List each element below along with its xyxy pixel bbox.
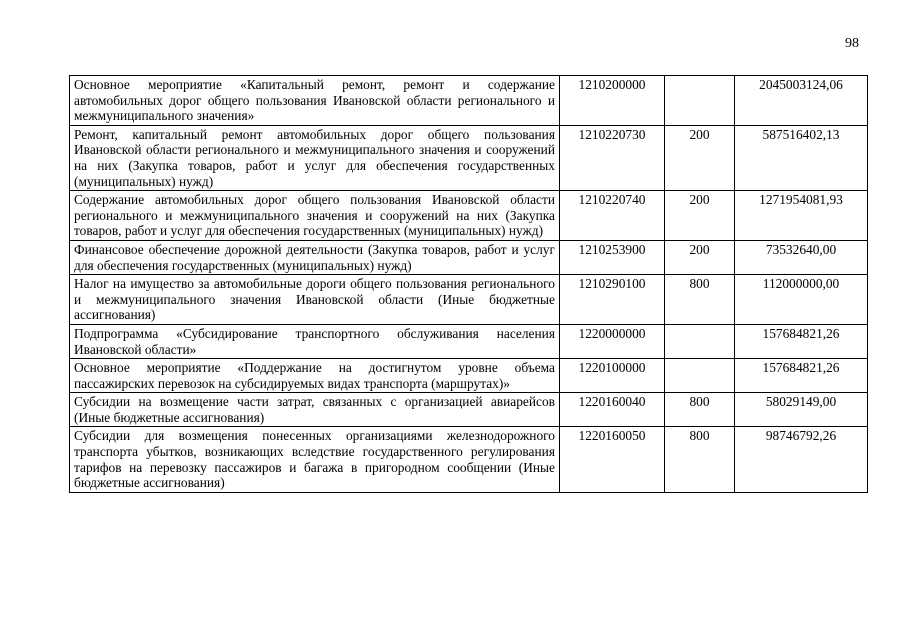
row-amount: 157684821,26	[735, 359, 868, 393]
table-row	[70, 427, 868, 492]
row-amount: 157684821,26	[735, 324, 868, 358]
row-description: Субсидии на возмещение части затрат, связанных с организацией авиарейсов (Иные бюджетные ассигнования)	[70, 393, 560, 427]
row-code: 1220100000	[560, 359, 665, 393]
row-amount: 58029149,00	[735, 393, 868, 427]
row-code: 1220160050	[560, 427, 665, 492]
row-description: Содержание автомобильных дорог общего пользования Ивановской области регионального и межмуниципального значения и сооружений на них (Закупка товаров, работ и услуг для обеспечения государственных (муниципальных) нужд)	[70, 191, 560, 241]
row-code: 1210220740	[560, 191, 665, 241]
row-code: 1220160040	[560, 393, 665, 427]
row-amount: 98746792,26	[735, 427, 868, 492]
row-expense-type	[665, 359, 735, 393]
row-expense-type: 800	[665, 275, 735, 325]
table-row	[70, 76, 868, 126]
row-code: 1210290100	[560, 275, 665, 325]
table-row	[70, 359, 868, 393]
row-code: 1210253900	[560, 240, 665, 274]
row-expense-type: 800	[665, 427, 735, 492]
row-expense-type: 200	[665, 125, 735, 190]
row-expense-type: 800	[665, 393, 735, 427]
row-amount: 2045003124,06	[735, 76, 868, 126]
page-number: 98	[845, 36, 859, 51]
row-description: Финансовое обеспечение дорожной деятельности (Закупка товаров, работ и услуг для обеспечения государственных (муниципальных) нужд)	[70, 240, 560, 274]
row-description: Основное мероприятие «Капитальный ремонт, ремонт и содержание автомобильных дорог общего пользования Ивановской области регионального и межмуниципального значения»	[70, 76, 560, 126]
budget-table	[69, 75, 868, 493]
table-row	[70, 393, 868, 427]
row-description: Налог на имущество за автомобильные дороги общего пользования регионального и межмуниципального значения Ивановской области (Иные бюджетные ассигнования)	[70, 275, 560, 325]
row-expense-type: 200	[665, 191, 735, 241]
table-row	[70, 324, 868, 358]
table-row	[70, 125, 868, 190]
table-row	[70, 240, 868, 274]
row-code: 1220000000	[560, 324, 665, 358]
row-expense-type: 200	[665, 240, 735, 274]
table-row	[70, 275, 868, 325]
table-row	[70, 191, 868, 241]
row-code: 1210200000	[560, 76, 665, 126]
row-amount: 1271954081,93	[735, 191, 868, 241]
row-amount: 73532640,00	[735, 240, 868, 274]
row-amount: 587516402,13	[735, 125, 868, 190]
row-description: Основное мероприятие «Поддержание на достигнутом уровне объема пассажирских перевозок на субсидируемых видах транспорта (маршрутах)»	[70, 359, 560, 393]
row-expense-type	[665, 76, 735, 126]
row-code: 1210220730	[560, 125, 665, 190]
row-description: Подпрограмма «Субсидирование транспортного обслуживания населения Ивановской области»	[70, 324, 560, 358]
row-description: Ремонт, капитальный ремонт автомобильных дорог общего пользования Ивановской области регионального и межмуниципального значения и сооружений на них (Закупка товаров, работ и услуг для обеспечения государственных (муниципальных) нужд)	[70, 125, 560, 190]
row-description: Субсидии для возмещения понесенных организациями железнодорожного транспорта убытков, возникающих вследствие государственного регулирования тарифов на перевозку пассажиров и багажа в пригородном сообщении (Иные бюджетные ассигнования)	[70, 427, 560, 492]
row-expense-type	[665, 324, 735, 358]
row-amount: 112000000,00	[735, 275, 868, 325]
